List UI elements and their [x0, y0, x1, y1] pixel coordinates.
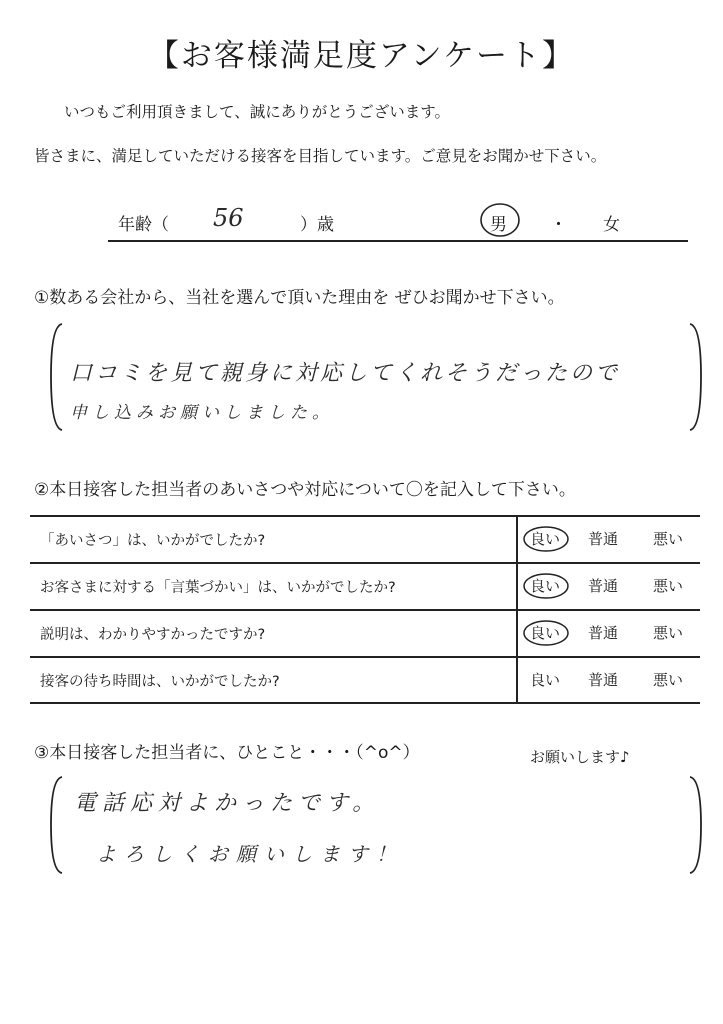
rating-row-1-average[interactable]: 普通: [588, 530, 619, 548]
question-3-note: お願いします♪: [530, 748, 630, 766]
gender-male-option[interactable]: 男: [490, 215, 507, 235]
rating-row-3-bad[interactable]: 悪い: [653, 624, 684, 642]
answer-1-line-1[interactable]: 口コミを見て親身に対応してくれそうだったので: [70, 361, 621, 386]
rating-row-2-label: お客さまに対する「言葉づかい」は、いかがでしたか?: [40, 580, 396, 596]
age-label-prefix: 年齢（: [118, 215, 169, 235]
gender-female-option[interactable]: 女: [603, 215, 620, 235]
survey-title: 【お客様満足度アンケート】: [147, 38, 576, 74]
answer-1-line-2[interactable]: 申し込みお願いしました。: [70, 403, 334, 423]
rating-row-4-average[interactable]: 普通: [588, 671, 619, 689]
rating-row-3-average[interactable]: 普通: [588, 624, 619, 642]
answer-3-line-2[interactable]: よろしくお願いします！: [96, 842, 404, 866]
question-1-text: ①数ある会社から、当社を選んで頂いた理由を ぜひお聞かせ下さい。: [34, 288, 565, 308]
rating-row-3-label: 説明は、わかりやすかったですか?: [40, 627, 266, 643]
rating-row-1-label: 「あいさつ」は、いかがでしたか?: [40, 533, 266, 549]
rating-table: [30, 515, 700, 703]
answer-3-bracket-right: [688, 775, 704, 875]
question-2-text: ②本日接客した担当者のあいさつや対応について〇を記入して下さい。: [34, 480, 576, 500]
age-value[interactable]: 56: [213, 204, 244, 232]
answer-1-bracket-right: [688, 322, 704, 432]
rating-row-1-bad[interactable]: 悪い: [653, 530, 684, 548]
rating-row-4-bad[interactable]: 悪い: [653, 671, 684, 689]
rating-row-1-selected-circle: [521, 524, 571, 554]
rating-row-4-good[interactable]: 良い: [530, 671, 561, 689]
rating-row-2-average[interactable]: 普通: [588, 577, 619, 595]
rating-row-3-good[interactable]: 良い: [530, 624, 561, 642]
answer-3-bracket-left: [48, 775, 64, 875]
table-divider-3: [30, 656, 700, 658]
intro-line-2: 皆さまに、満足していただける接客を目指しています。ご意見をお聞かせ下さい。: [34, 147, 607, 165]
rating-row-3-selected-circle: [521, 618, 571, 648]
intro-line-1: いつもご利用頂きまして、誠にありがとうございます。: [64, 103, 450, 121]
rating-row-1-good[interactable]: 良い: [530, 530, 561, 548]
table-column-divider: [516, 515, 518, 703]
answer-3-line-1[interactable]: 電話応対よかったです。: [74, 791, 381, 816]
rating-row-4-label: 接客の待ち時間は、いかがでしたか?: [40, 674, 280, 690]
question-3-text: ③本日接客した担当者に、ひとこと・・・（^o^）: [34, 743, 420, 763]
rating-row-2-bad[interactable]: 悪い: [653, 577, 684, 595]
rating-row-2-good[interactable]: 良い: [530, 577, 561, 595]
answer-1-bracket-left: [48, 322, 64, 432]
table-divider-1: [30, 562, 700, 564]
table-border-bottom: [30, 702, 700, 704]
table-border-top: [30, 515, 700, 517]
age-label-suffix: ）歳: [300, 215, 334, 235]
profile-underline: [108, 240, 688, 242]
rating-row-2-selected-circle: [521, 571, 571, 601]
gender-separator: ・: [550, 215, 567, 235]
table-divider-2: [30, 609, 700, 611]
gender-male-circle: [478, 200, 522, 240]
